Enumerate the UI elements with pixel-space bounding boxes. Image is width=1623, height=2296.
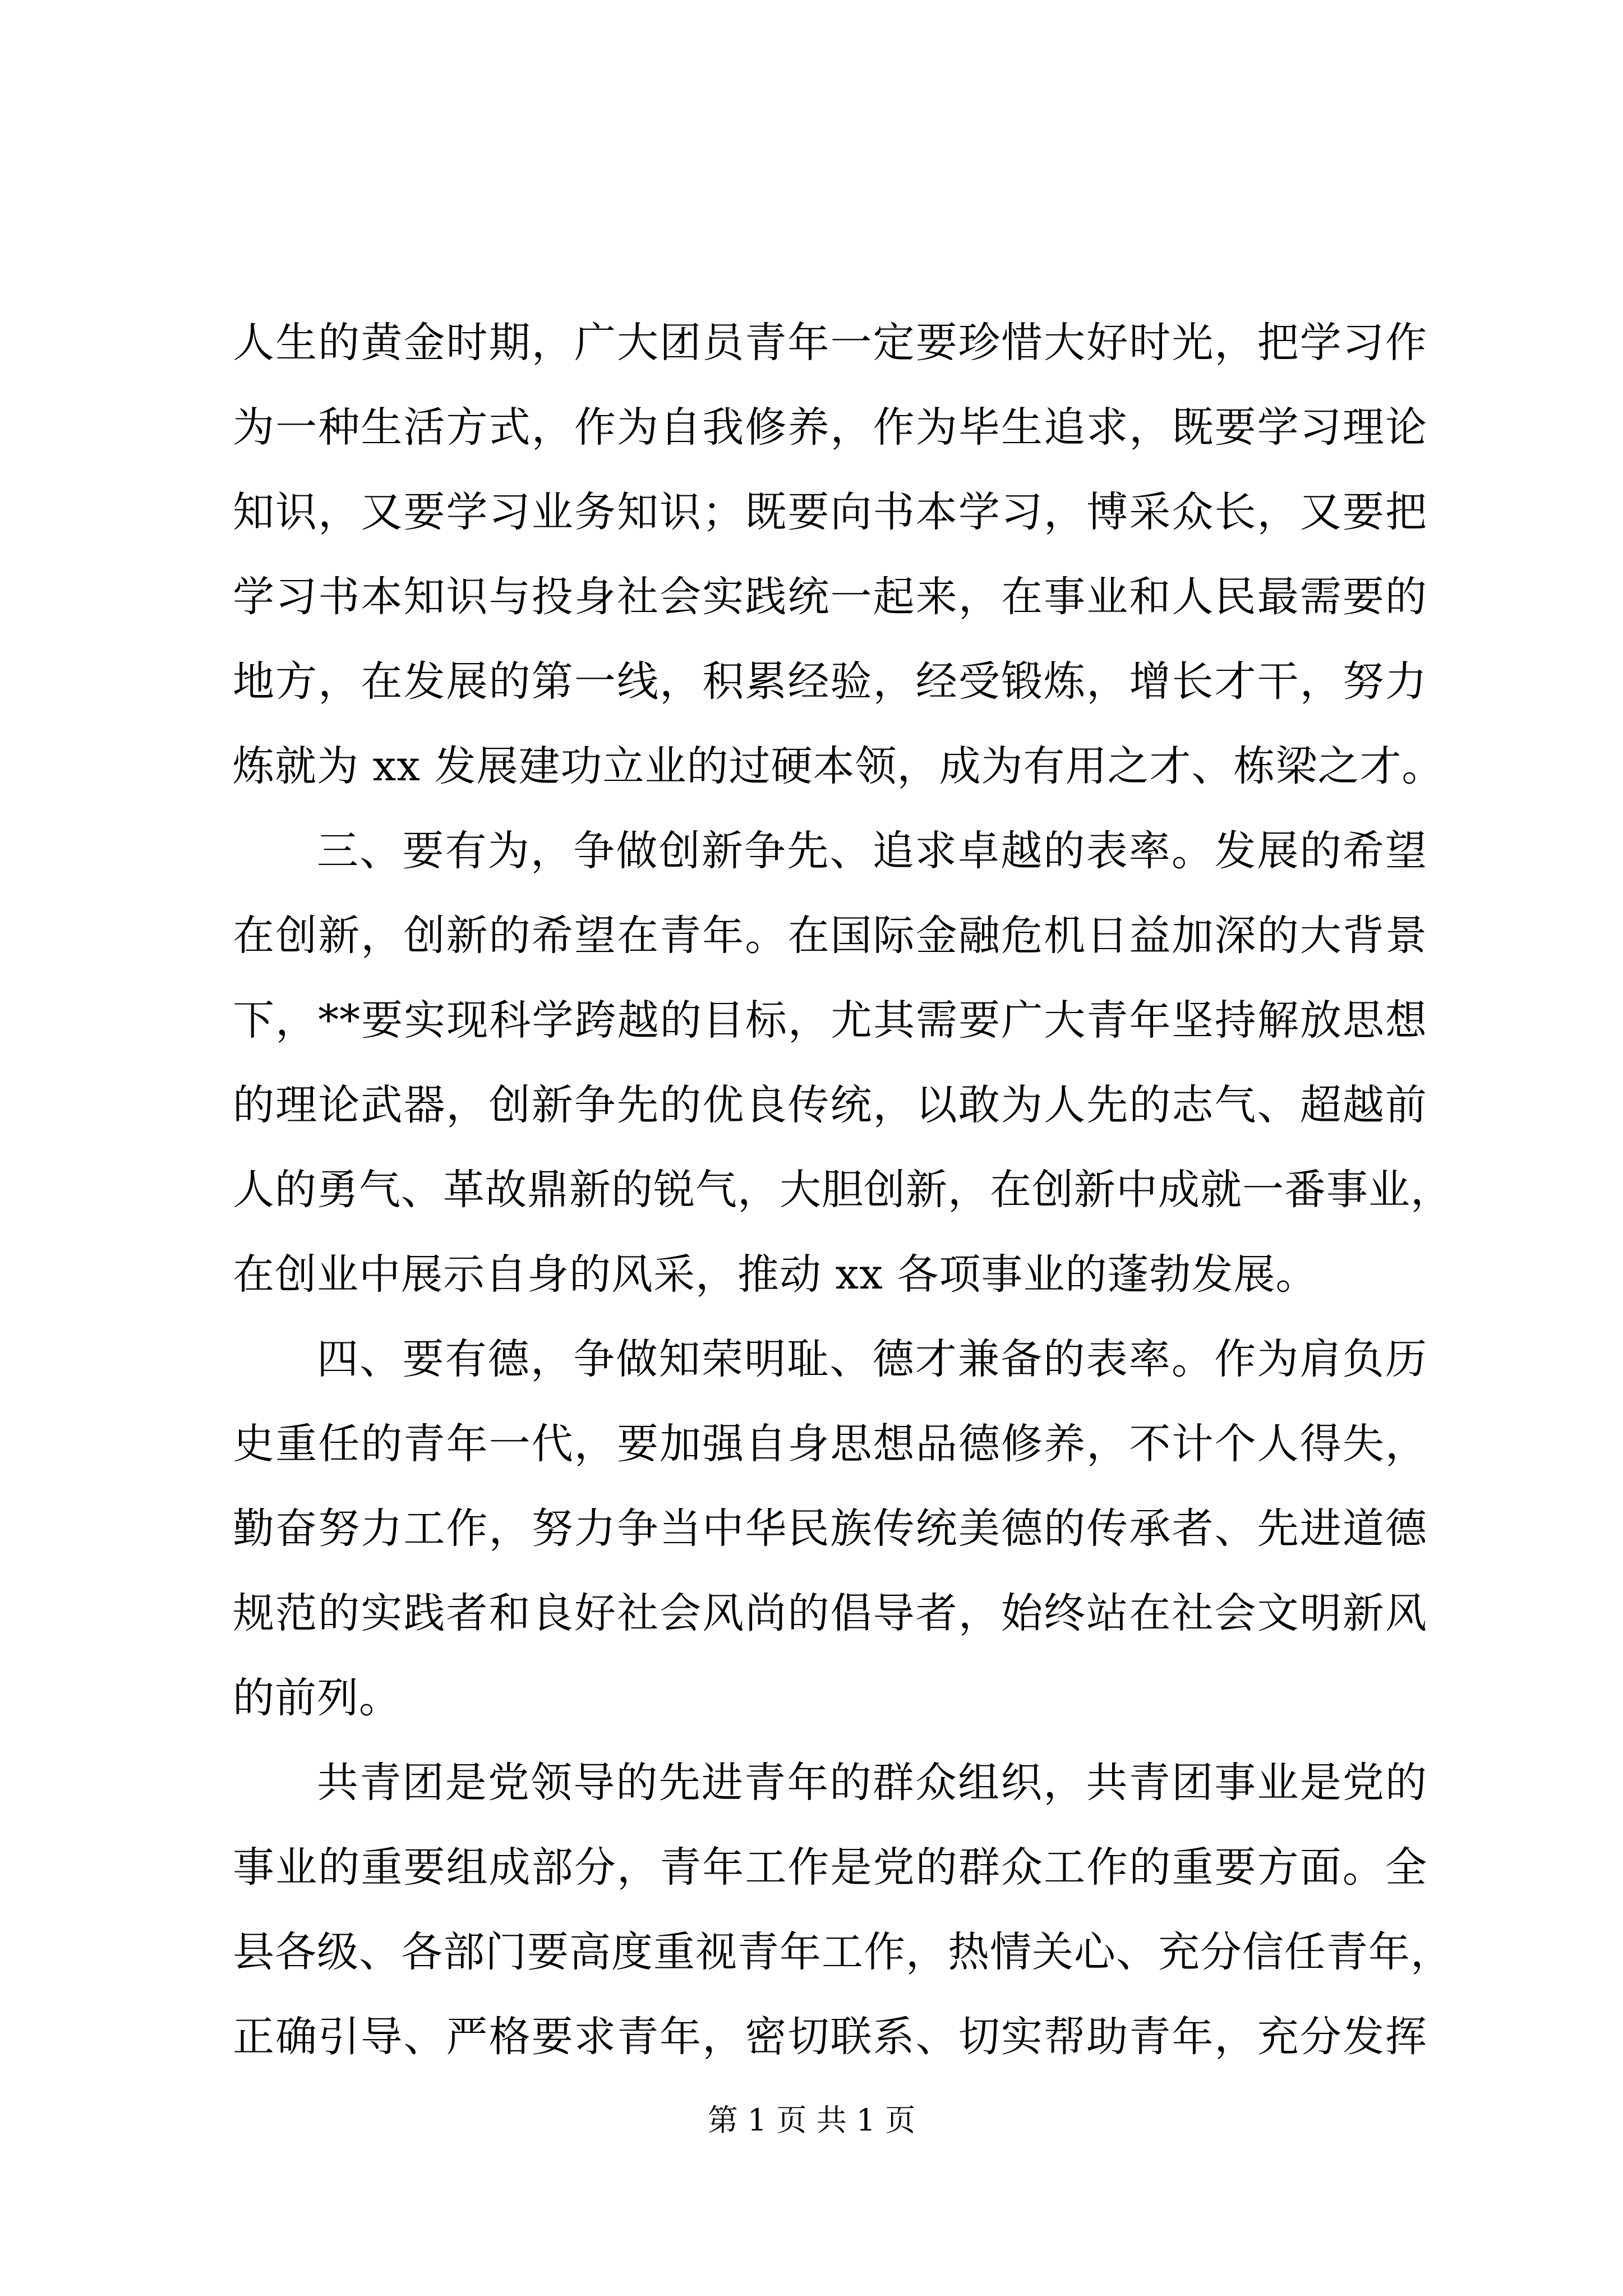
paragraph-start-line: 三、要有为，争做创新争先、追求卓越的表率。发展的希望 <box>317 827 1427 875</box>
paragraph-end-line: 在创业中展示自身的风采，推动 xx 各项事业的蓬勃发展。 <box>233 1250 1318 1299</box>
text-line: 勤奋努力工作，努力争当中华民族传统美德的传承者、先进道德 <box>233 1504 1427 1553</box>
text-line: 人生的黄金时期，广大团员青年一定要珍惜大好时光，把学习作 <box>233 319 1427 367</box>
text-line: 为一种生活方式，作为自我修养，作为毕生追求，既要学习理论 <box>233 403 1427 452</box>
text-line: 学习书本知识与投身社会实践统一起来，在事业和人民最需要的 <box>233 573 1427 621</box>
text-line: 下，**要实现科学跨越的目标，尤其需要广大青年坚持解放思想 <box>233 996 1427 1045</box>
text-line: 的理论武器，创新争先的优良传统，以敢为人先的志气、超越前 <box>233 1081 1427 1129</box>
text-line: 正确引导、严格要求青年，密切联系、切实帮助青年，充分发挥 <box>233 2013 1427 2061</box>
text-line: 知识，又要学习业务知识；既要向书本学习，博采众长，又要把 <box>233 488 1427 536</box>
page-number-footer: 第 1 页 共 1 页 <box>707 2102 916 2138</box>
paragraph-start-line: 四、要有德，争做知荣明耻、德才兼备的表率。作为肩负历 <box>317 1335 1427 1383</box>
text-line: 事业的重要组成部分，青年工作是党的群众工作的重要方面。全 <box>233 1843 1427 1892</box>
text-line: 县各级、各部门要高度重视青年工作，热情关心、充分信任青年， <box>233 1928 1453 1976</box>
document-body <box>233 301 1453 2079</box>
text-line: 地方，在发展的第一线，积累经验，经受锻炼，增长才干，努力 <box>233 657 1427 706</box>
text-line: 在创新，创新的希望在青年。在国际金融危机日益加深的大背景 <box>233 912 1427 960</box>
text-line: 史重任的青年一代，要加强自身思想品德修养，不计个人得失， <box>233 1420 1427 1468</box>
paragraph-end-line: 的前列。 <box>233 1674 401 1722</box>
text-line: 炼就为 xx 发展建功立业的过硬本领，成为有用之才、栋梁之才。 <box>233 742 1444 790</box>
text-line: 规范的实践者和良好社会风尚的倡导者，始终站在社会文明新风 <box>233 1589 1427 1637</box>
text-line: 人的勇气、革故鼎新的锐气，大胆创新，在创新中成就一番事业， <box>233 1166 1453 1214</box>
paragraph-start-line: 共青团是党领导的先进青年的群众组织，共青团事业是党的 <box>317 1759 1427 1807</box>
